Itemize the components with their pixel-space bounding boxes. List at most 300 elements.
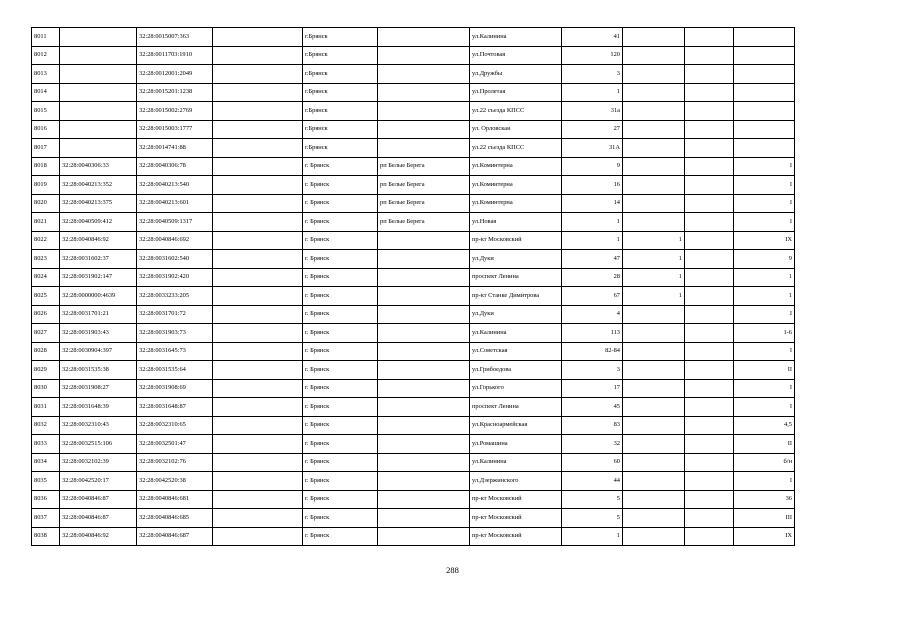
cell-building bbox=[623, 157, 685, 176]
cell-premises: I bbox=[734, 213, 795, 232]
cell-house: 1 bbox=[562, 213, 623, 232]
cell-street: ул.Пролетая bbox=[470, 83, 562, 102]
cell-empty bbox=[213, 213, 303, 232]
cell-house: 3 bbox=[562, 65, 623, 84]
cell-cadastral-parcel bbox=[60, 120, 137, 139]
cell-premises: I bbox=[734, 194, 795, 213]
cell-city: г. Брянск bbox=[303, 250, 378, 269]
cell-cadastral-object: 32:28:0040213:601 bbox=[137, 194, 213, 213]
cell-empty bbox=[213, 102, 303, 121]
cell-city: г. Брянск bbox=[303, 213, 378, 232]
cell-district bbox=[378, 102, 470, 121]
cell-house: 5 bbox=[562, 509, 623, 528]
page-number: 288 bbox=[446, 565, 459, 575]
cell-empty bbox=[685, 139, 734, 158]
cell-building: 1 bbox=[623, 268, 685, 287]
cell-street: пр-кт Московский bbox=[470, 490, 562, 509]
cell-street: ул.Дуки bbox=[470, 250, 562, 269]
cell-number: 8031 bbox=[32, 398, 60, 417]
cell-house: 31а bbox=[562, 102, 623, 121]
cell-premises: I bbox=[734, 398, 795, 417]
cell-empty bbox=[685, 102, 734, 121]
cell-cadastral-parcel: 32:28:0031602:37 bbox=[60, 250, 137, 269]
cell-premises: I bbox=[734, 157, 795, 176]
table-row bbox=[32, 139, 795, 158]
cell-empty bbox=[685, 324, 734, 343]
cell-cadastral-parcel: 32:28:0030904:397 bbox=[60, 342, 137, 361]
cell-number: 8025 bbox=[32, 287, 60, 306]
cell-house: 120 bbox=[562, 46, 623, 65]
cell-city: г.Брянск bbox=[303, 46, 378, 65]
cell-number: 8014 bbox=[32, 83, 60, 102]
cell-cadastral-object: 32:28:0040213:540 bbox=[137, 176, 213, 195]
cell-street: ул.Коминтерна bbox=[470, 157, 562, 176]
cell-street: ул.Коминтерна bbox=[470, 194, 562, 213]
cell-premises: II bbox=[734, 435, 795, 454]
cell-district bbox=[378, 28, 470, 47]
cell-city: г.Брянск bbox=[303, 65, 378, 84]
cell-empty bbox=[213, 194, 303, 213]
cell-empty bbox=[685, 379, 734, 398]
cell-building bbox=[623, 83, 685, 102]
cell-empty bbox=[213, 379, 303, 398]
cell-cadastral-parcel: 32:28:0040306:33 bbox=[60, 157, 137, 176]
cell-cadastral-object: 32:28:0031908:69 bbox=[137, 379, 213, 398]
cell-number: 8023 bbox=[32, 250, 60, 269]
table-row bbox=[32, 157, 795, 176]
cell-premises: III bbox=[734, 509, 795, 528]
cell-street: ул.Почтовая bbox=[470, 46, 562, 65]
cell-empty bbox=[685, 157, 734, 176]
cell-premises bbox=[734, 28, 795, 47]
cell-cadastral-parcel bbox=[60, 65, 137, 84]
cell-cadastral-object: 32:28:0031701:72 bbox=[137, 305, 213, 324]
cell-cadastral-parcel: 32:28:0031648:39 bbox=[60, 398, 137, 417]
cell-house: 1 bbox=[562, 527, 623, 546]
cell-empty bbox=[685, 490, 734, 509]
cell-number: 8019 bbox=[32, 176, 60, 195]
cell-cadastral-object: 32:28:0040846:692 bbox=[137, 231, 213, 250]
cell-cadastral-parcel: 32:28:0040846:92 bbox=[60, 231, 137, 250]
cell-district bbox=[378, 472, 470, 491]
cell-empty bbox=[685, 453, 734, 472]
cell-premises: 4,5 bbox=[734, 416, 795, 435]
cell-cadastral-object: 32:28:0015007:363 bbox=[137, 28, 213, 47]
cell-district bbox=[378, 250, 470, 269]
table-row bbox=[32, 509, 795, 528]
cell-empty bbox=[685, 268, 734, 287]
cell-city: г. Брянск bbox=[303, 231, 378, 250]
cell-building bbox=[623, 453, 685, 472]
cell-premises: I bbox=[734, 379, 795, 398]
cell-house: 41 bbox=[562, 28, 623, 47]
cell-cadastral-parcel: 32:28:0032310:43 bbox=[60, 416, 137, 435]
cell-house: 3 bbox=[562, 361, 623, 380]
cell-house: 28 bbox=[562, 268, 623, 287]
cell-district bbox=[378, 490, 470, 509]
cell-cadastral-parcel bbox=[60, 28, 137, 47]
cell-empty bbox=[685, 305, 734, 324]
cell-street: ул.Дзержинского bbox=[470, 472, 562, 491]
cell-empty bbox=[213, 324, 303, 343]
table-row bbox=[32, 324, 795, 343]
cell-house: 45 bbox=[562, 398, 623, 417]
cell-street: ул.Калинина bbox=[470, 453, 562, 472]
cell-district: рп Белые Берега bbox=[378, 213, 470, 232]
cell-cadastral-object: 32:28:0040509:1317 bbox=[137, 213, 213, 232]
cell-cadastral-object: 32:28:0040846:687 bbox=[137, 527, 213, 546]
cell-cadastral-parcel: 32:28:0000000:4639 bbox=[60, 287, 137, 306]
cell-street: ул.22 съезда КПСС bbox=[470, 102, 562, 121]
cell-number: 8027 bbox=[32, 324, 60, 343]
cell-cadastral-parcel bbox=[60, 83, 137, 102]
cell-house: 14 bbox=[562, 194, 623, 213]
cell-number: 8029 bbox=[32, 361, 60, 380]
table-row bbox=[32, 305, 795, 324]
cell-house: 67 bbox=[562, 287, 623, 306]
cell-empty bbox=[213, 527, 303, 546]
table-row bbox=[32, 379, 795, 398]
cell-house: 44 bbox=[562, 472, 623, 491]
cell-street: ул.Дружбы bbox=[470, 65, 562, 84]
table-row bbox=[32, 102, 795, 121]
cell-street: ул.Грибоедова bbox=[470, 361, 562, 380]
cell-cadastral-object: 32:28:0031535:64 bbox=[137, 361, 213, 380]
table-row bbox=[32, 83, 795, 102]
cell-district bbox=[378, 361, 470, 380]
table-row bbox=[32, 342, 795, 361]
cell-empty bbox=[213, 398, 303, 417]
cell-empty bbox=[685, 194, 734, 213]
cell-number: 8035 bbox=[32, 472, 60, 491]
cell-district bbox=[378, 83, 470, 102]
cell-city: г.Брянск bbox=[303, 28, 378, 47]
cell-number: 8017 bbox=[32, 139, 60, 158]
cell-building bbox=[623, 65, 685, 84]
cell-cadastral-parcel: 32:28:0040846:92 bbox=[60, 527, 137, 546]
cell-empty bbox=[213, 231, 303, 250]
cell-empty bbox=[213, 490, 303, 509]
cell-empty bbox=[213, 472, 303, 491]
cell-district bbox=[378, 453, 470, 472]
cell-city: г. Брянск bbox=[303, 490, 378, 509]
table-row bbox=[32, 398, 795, 417]
cell-house: 82-84 bbox=[562, 342, 623, 361]
cell-city: г.Брянск bbox=[303, 102, 378, 121]
cell-city: г. Брянск bbox=[303, 287, 378, 306]
cell-house: 32 bbox=[562, 435, 623, 454]
cell-empty bbox=[685, 361, 734, 380]
cell-building bbox=[623, 120, 685, 139]
cell-building bbox=[623, 342, 685, 361]
cell-district bbox=[378, 65, 470, 84]
cell-street: проспект Ленина bbox=[470, 268, 562, 287]
cell-number: 8016 bbox=[32, 120, 60, 139]
cell-premises: II bbox=[734, 361, 795, 380]
cell-empty bbox=[685, 416, 734, 435]
table-row bbox=[32, 250, 795, 269]
table-row bbox=[32, 46, 795, 65]
cell-empty bbox=[213, 120, 303, 139]
table-row bbox=[32, 65, 795, 84]
cell-empty bbox=[685, 435, 734, 454]
cell-premises bbox=[734, 83, 795, 102]
cell-city: г. Брянск bbox=[303, 398, 378, 417]
cell-premises: I bbox=[734, 472, 795, 491]
cell-house: 1 bbox=[562, 231, 623, 250]
cell-city: г. Брянск bbox=[303, 527, 378, 546]
cell-empty bbox=[213, 139, 303, 158]
cell-building bbox=[623, 28, 685, 47]
cell-house: 16 bbox=[562, 176, 623, 195]
cell-cadastral-object: 32:28:0040306:78 bbox=[137, 157, 213, 176]
cell-empty bbox=[213, 342, 303, 361]
cell-empty bbox=[213, 83, 303, 102]
cell-district bbox=[378, 379, 470, 398]
cell-cadastral-parcel: 32:28:0040846:87 bbox=[60, 509, 137, 528]
cell-street: пр-кт Московский bbox=[470, 231, 562, 250]
cell-premises: 36 bbox=[734, 490, 795, 509]
cell-number: 8015 bbox=[32, 102, 60, 121]
cell-empty bbox=[685, 213, 734, 232]
cell-empty bbox=[685, 65, 734, 84]
cell-empty bbox=[685, 176, 734, 195]
table-row bbox=[32, 120, 795, 139]
cell-city: г. Брянск bbox=[303, 453, 378, 472]
cell-number: 8030 bbox=[32, 379, 60, 398]
table-row bbox=[32, 194, 795, 213]
cell-cadastral-object: 32:28:0015002:2769 bbox=[137, 102, 213, 121]
cell-city: г. Брянск bbox=[303, 324, 378, 343]
table-row bbox=[32, 527, 795, 546]
cell-building bbox=[623, 490, 685, 509]
table-row bbox=[32, 231, 795, 250]
cell-empty bbox=[213, 157, 303, 176]
cell-building bbox=[623, 139, 685, 158]
cell-cadastral-object: 32:28:0014741:88 bbox=[137, 139, 213, 158]
cell-cadastral-object: 32:28:0040846:681 bbox=[137, 490, 213, 509]
cell-cadastral-parcel bbox=[60, 102, 137, 121]
cell-premises: 1 bbox=[734, 268, 795, 287]
table-body bbox=[32, 28, 795, 546]
cell-empty bbox=[685, 250, 734, 269]
cell-cadastral-parcel: 32:28:0031535:38 bbox=[60, 361, 137, 380]
cell-street: ул.Красноармейская bbox=[470, 416, 562, 435]
cell-building bbox=[623, 416, 685, 435]
cell-city: г.Брянск bbox=[303, 83, 378, 102]
cell-empty bbox=[213, 416, 303, 435]
cell-cadastral-object: 32:28:0032501:47 bbox=[137, 435, 213, 454]
cell-empty bbox=[685, 46, 734, 65]
cell-premises bbox=[734, 120, 795, 139]
cell-empty bbox=[685, 342, 734, 361]
cell-premises bbox=[734, 46, 795, 65]
cell-district bbox=[378, 305, 470, 324]
cell-building bbox=[623, 305, 685, 324]
cell-city: г. Брянск bbox=[303, 305, 378, 324]
cell-empty bbox=[213, 509, 303, 528]
cell-district bbox=[378, 268, 470, 287]
cell-cadastral-object: 32:28:0031602:540 bbox=[137, 250, 213, 269]
cell-district bbox=[378, 139, 470, 158]
cell-cadastral-parcel: 32:28:0042520:17 bbox=[60, 472, 137, 491]
table-row bbox=[32, 28, 795, 47]
cell-cadastral-object: 32:28:0033233:205 bbox=[137, 287, 213, 306]
table-row bbox=[32, 361, 795, 380]
cell-building bbox=[623, 361, 685, 380]
cell-number: 8018 bbox=[32, 157, 60, 176]
cell-house: 27 bbox=[562, 120, 623, 139]
cell-cadastral-object: 32:28:0032102:76 bbox=[137, 453, 213, 472]
cell-number: 8037 bbox=[32, 509, 60, 528]
cell-district: рп Белые Берега bbox=[378, 157, 470, 176]
cell-premises: 1 bbox=[734, 287, 795, 306]
cell-empty bbox=[685, 83, 734, 102]
cell-street: ул.Горького bbox=[470, 379, 562, 398]
cell-city: г. Брянск bbox=[303, 416, 378, 435]
cell-empty bbox=[213, 268, 303, 287]
cell-empty bbox=[213, 28, 303, 47]
cell-street: ул.Коминтерна bbox=[470, 176, 562, 195]
cell-premises: 1-6 bbox=[734, 324, 795, 343]
cell-empty bbox=[213, 176, 303, 195]
cell-empty bbox=[213, 453, 303, 472]
cell-empty bbox=[685, 231, 734, 250]
cell-premises: I bbox=[734, 305, 795, 324]
cell-number: 8038 bbox=[32, 527, 60, 546]
cell-cadastral-parcel: 32:28:0032515:106 bbox=[60, 435, 137, 454]
cell-district: рп Белые Берега bbox=[378, 176, 470, 195]
cell-building bbox=[623, 102, 685, 121]
cell-cadastral-object: 32:28:0031903:73 bbox=[137, 324, 213, 343]
cell-premises bbox=[734, 139, 795, 158]
cell-district: рп Белые Берега bbox=[378, 194, 470, 213]
cell-empty bbox=[685, 28, 734, 47]
cell-building bbox=[623, 509, 685, 528]
cell-city: г. Брянск bbox=[303, 342, 378, 361]
cell-district bbox=[378, 398, 470, 417]
cell-number: 8020 bbox=[32, 194, 60, 213]
cell-premises bbox=[734, 102, 795, 121]
cell-number: 8021 bbox=[32, 213, 60, 232]
cell-cadastral-parcel: 32:28:0031908:27 bbox=[60, 379, 137, 398]
cell-cadastral-parcel: 32:28:0031903:43 bbox=[60, 324, 137, 343]
cell-house: 47 bbox=[562, 250, 623, 269]
cell-district bbox=[378, 324, 470, 343]
cell-street: ул.Калинина bbox=[470, 28, 562, 47]
cell-empty bbox=[685, 398, 734, 417]
cell-premises: I bbox=[734, 342, 795, 361]
cell-building: 1 bbox=[623, 250, 685, 269]
cell-street: ул.Калинина bbox=[470, 324, 562, 343]
registry-table bbox=[31, 27, 795, 546]
cell-empty bbox=[685, 527, 734, 546]
cell-city: г. Брянск bbox=[303, 509, 378, 528]
cell-empty bbox=[213, 46, 303, 65]
cell-cadastral-object: 32:28:0040846:685 bbox=[137, 509, 213, 528]
cell-building bbox=[623, 435, 685, 454]
cell-building: 1 bbox=[623, 287, 685, 306]
cell-number: 8012 bbox=[32, 46, 60, 65]
cell-empty bbox=[685, 472, 734, 491]
cell-building bbox=[623, 472, 685, 491]
cell-street: пр-кт Станке Димитрова bbox=[470, 287, 562, 306]
cell-house: 5 bbox=[562, 490, 623, 509]
cell-street: ул. Орловская bbox=[470, 120, 562, 139]
cell-house: 83 bbox=[562, 416, 623, 435]
cell-number: 8026 bbox=[32, 305, 60, 324]
cell-cadastral-object: 32:28:0031645:73 bbox=[137, 342, 213, 361]
cell-premises: б/н bbox=[734, 453, 795, 472]
cell-street: ул.Дуки bbox=[470, 305, 562, 324]
cell-city: г. Брянск bbox=[303, 435, 378, 454]
cell-city: г. Брянск bbox=[303, 472, 378, 491]
cell-house: 60 bbox=[562, 453, 623, 472]
cell-cadastral-object: 32:28:0011703:1910 bbox=[137, 46, 213, 65]
cell-number: 8022 bbox=[32, 231, 60, 250]
cell-empty bbox=[213, 65, 303, 84]
table-row bbox=[32, 268, 795, 287]
cell-number: 8013 bbox=[32, 65, 60, 84]
cell-cadastral-object: 32:28:0032310:65 bbox=[137, 416, 213, 435]
cell-city: г. Брянск bbox=[303, 194, 378, 213]
cell-empty bbox=[685, 509, 734, 528]
cell-building bbox=[623, 213, 685, 232]
cell-street: пр-кт Московский bbox=[470, 527, 562, 546]
cell-street: пр-кт Московский bbox=[470, 509, 562, 528]
cell-district bbox=[378, 416, 470, 435]
cell-empty bbox=[685, 120, 734, 139]
cell-cadastral-object: 32:28:0015201:1238 bbox=[137, 83, 213, 102]
cell-building bbox=[623, 527, 685, 546]
cell-street: ул.Новая bbox=[470, 213, 562, 232]
cell-building: 1 bbox=[623, 231, 685, 250]
cell-premises: IX bbox=[734, 231, 795, 250]
cell-cadastral-parcel: 32:28:0040213:352 bbox=[60, 176, 137, 195]
cell-street: ул.Советская bbox=[470, 342, 562, 361]
cell-district bbox=[378, 527, 470, 546]
cell-cadastral-parcel: 32:28:0040846:87 bbox=[60, 490, 137, 509]
cell-number: 8033 bbox=[32, 435, 60, 454]
cell-district bbox=[378, 509, 470, 528]
cell-district bbox=[378, 46, 470, 65]
cell-building bbox=[623, 176, 685, 195]
cell-house: 31А bbox=[562, 139, 623, 158]
cell-house: 4 bbox=[562, 305, 623, 324]
cell-cadastral-object: 32:28:0031648:87 bbox=[137, 398, 213, 417]
cell-house: 9 bbox=[562, 157, 623, 176]
table-row bbox=[32, 453, 795, 472]
cell-house: 1 bbox=[562, 83, 623, 102]
cell-empty bbox=[213, 287, 303, 306]
table-row bbox=[32, 287, 795, 306]
cell-city: г.Брянск bbox=[303, 139, 378, 158]
cell-number: 8028 bbox=[32, 342, 60, 361]
cell-empty bbox=[213, 305, 303, 324]
cell-number: 8024 bbox=[32, 268, 60, 287]
cell-city: г. Брянск bbox=[303, 176, 378, 195]
cell-number: 8011 bbox=[32, 28, 60, 47]
table-row bbox=[32, 176, 795, 195]
cell-cadastral-parcel: 32:28:0032102:39 bbox=[60, 453, 137, 472]
cell-cadastral-parcel: 32:28:0031701:21 bbox=[60, 305, 137, 324]
cell-empty bbox=[685, 287, 734, 306]
cell-premises bbox=[734, 65, 795, 84]
cell-building bbox=[623, 194, 685, 213]
cell-cadastral-parcel bbox=[60, 46, 137, 65]
cell-house: 17 bbox=[562, 379, 623, 398]
cell-district bbox=[378, 120, 470, 139]
